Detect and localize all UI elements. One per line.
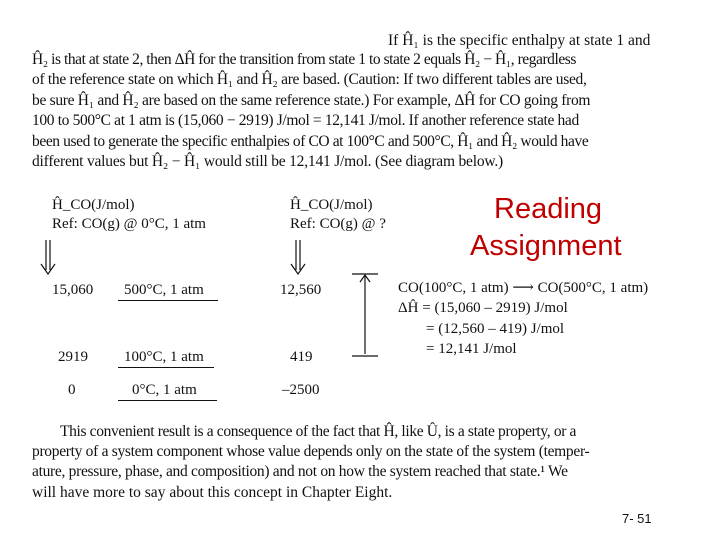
delta-h-equation-alt: = (12,560 – 419) J/mol [426,321,565,337]
delta-h-result: = 12,141 J/mol [426,341,517,357]
left-value-0c: 0 [68,382,76,398]
conclusion-line-3: ature, pressure, phase, and composition) and not on how the system reached that state.¹ We [32,463,568,480]
conclusion-line-4: will have more to say about this concept in Chapter Eight. [32,484,393,501]
state-0c: 0°C, 1 atm [118,382,217,401]
intro-line-7: different values but Ĥ₂ − Ĥ₁ would still be 12,141 J/mol. (See diagram below.) [32,153,504,170]
page-number: 7- 51 [622,511,652,526]
conclusion-line-2: property of a system component whose value depends only on the state of the system (temper- [32,443,590,460]
reading-label: Reading [494,193,603,225]
intro-line-6: been used to generate the specific enthalpies of CO at 100°C and 500°C, Ĥ₁ and Ĥ₂ would have [32,133,589,150]
assignment-label: Assignment [470,230,622,262]
left-column-header: Ĥ_CO(J/mol) [52,197,135,213]
process-equation: CO(100°C, 1 atm) ⟶ CO(500°C, 1 atm) [398,280,649,296]
left-down-arrow-icon [38,240,58,280]
state-100c: 100°C, 1 atm [118,349,214,368]
left-value-100c: 2919 [58,349,88,365]
right-value-500c: 12,560 [280,282,322,298]
left-value-500c: 15,060 [52,282,94,298]
right-value-100c: 419 [290,349,313,365]
intro-line-1: If Ĥ₁ is the specific enthalpy at state 1 and [388,32,651,49]
right-down-arrow-icon [288,240,308,280]
conclusion-line-1: This convenient result is a consequence of the fact that Ĥ, like Û, is a state property, or a [60,423,577,440]
intro-line-5: 100 to 500°C at 1 atm is (15,060 − 2919) J/mol = 12,141 J/mol. If another reference state had [32,112,579,129]
state-500c: 500°C, 1 atm [118,282,218,301]
intro-line-2: Ĥ₂ is that at state 2, then ΔĤ for the transition from state 1 to state 2 equals Ĥ₂ − Ĥ₁, regardless [32,51,576,68]
right-column-reference: Ref: CO(g) @ ? [290,216,386,232]
intro-line-4: be sure Ĥ₁ and Ĥ₂ are based on the same reference state.) For example, ΔĤ for CO going from [32,92,591,109]
right-column-header: Ĥ_CO(J/mol) [290,197,373,213]
left-column-reference: Ref: CO(g) @ 0°C, 1 atm [52,216,206,232]
intro-line-3: of the reference state on which Ĥ₁ and Ĥ₂ are based. (Caution: If two different tables are used, [32,71,587,88]
delta-h-equation: ΔĤ = (15,060 – 2919) J/mol [398,300,568,316]
right-value-0c: –2500 [282,382,320,398]
delta-h-bracket [346,272,386,372]
